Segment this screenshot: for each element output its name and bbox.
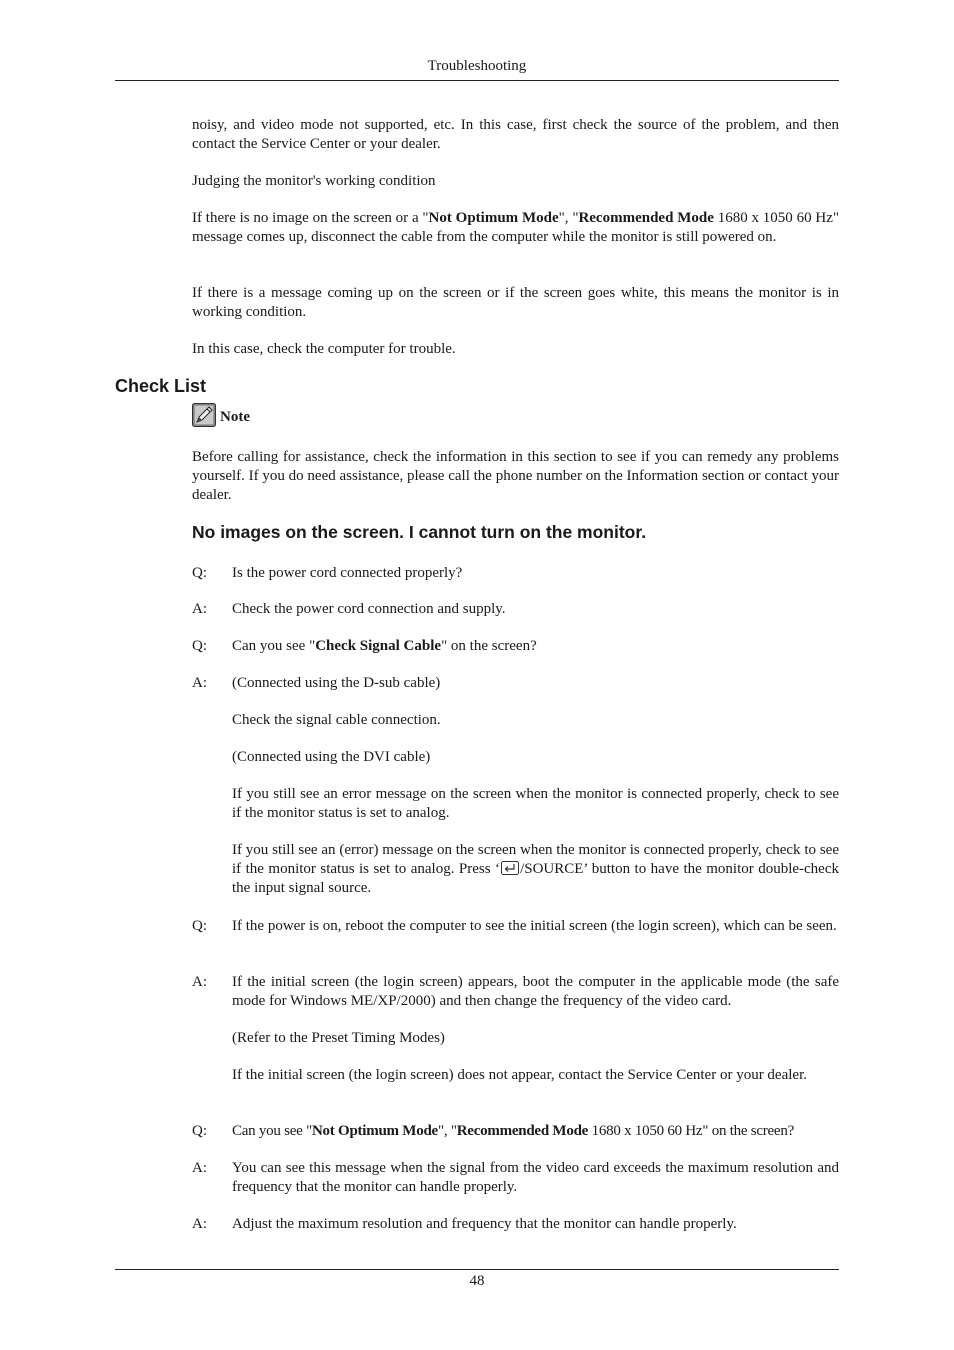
answer-2-check-cable: Check the signal cable connection. (232, 712, 441, 728)
note-callout (192, 401, 250, 427)
answer-4: You can see this message when the signal from the video card exceeds the maximum resolution and frequency that the monitor can handle properly. (232, 1160, 839, 1195)
question-1: Is the power cord connected properly? (232, 565, 463, 581)
enter-button-icon (501, 861, 519, 875)
a-label: A: (192, 601, 207, 617)
answer-3-refer: (Refer to the Preset Timing Modes) (232, 1030, 445, 1046)
answer-3-safe-mode: If the initial screen (the login screen) appears, boot the computer in the applicable mode (the safe mode for Windows ME/XP/2000) and then change the frequency of the video card. (232, 974, 839, 1009)
answer-2-source: If you still see an (error) message on the screen when the monitor is connected properly, check to see if the monitor status is set to analog. Press ‘ /SOURCE’ button to have the monitor double-check the input signal source. (232, 842, 840, 896)
answer-2-dvi: (Connected using the DVI cable) (232, 749, 431, 765)
answer-5: Adjust the maximum resolution and frequency that the monitor can handle properly. (232, 1216, 737, 1232)
q-label: Q: (192, 1123, 207, 1139)
header-rule (115, 80, 839, 81)
note-pencil-icon (192, 403, 216, 427)
answer-3-contact: If the initial screen (the login screen) does not appear, contact the Service Center or your dealer. (232, 1067, 807, 1083)
intro-paragraph-1: noisy, and video mode not supported, etc. In this case, first check the source of the problem, and then contact the Service Center or your dealer. (192, 117, 839, 152)
intro-paragraph-3: If there is no image on the screen or a "Not Optimum Mode", "Recommended Mode 1680 x 1050 60 Hz" message comes up, disconnect the cable from the computer while the monitor is still powered on. (192, 210, 840, 245)
a-label: A: (192, 1160, 207, 1176)
question-2: Can you see "Check Signal Cable" on the screen? (232, 638, 537, 654)
a-label: A: (192, 974, 207, 990)
note-text: Before calling for assistance, check the information in this section to see if you can remedy any problems yourself. If you do need assistance, please call the phone number on the Information section or contact your dealer. (192, 449, 839, 503)
a-label: A: (192, 1216, 207, 1232)
page-number: 48 (469, 1273, 485, 1289)
q-label: Q: (192, 565, 207, 581)
intro-paragraph-4: If there is a message coming up on the screen or if the screen goes white, this means the monitor is in working condition. (192, 285, 839, 320)
section-heading: Check List (115, 376, 207, 396)
question-3: If the power is on, reboot the computer to see the initial screen (the login screen), which can be seen. (232, 918, 837, 934)
intro-paragraph-2: Judging the monitor's working condition (192, 173, 436, 189)
answer-1: Check the power cord connection and supply. (232, 601, 506, 617)
q-label: Q: (192, 638, 207, 654)
running-header: Troubleshooting (427, 58, 527, 74)
intro-paragraph-5: In this case, check the computer for trouble. (192, 341, 456, 357)
q-label: Q: (192, 918, 207, 934)
answer-2-dsub: (Connected using the D-sub cable) (232, 675, 441, 691)
question-4: Can you see "Not Optimum Mode", "Recommended Mode 1680 x 1050 60 Hz" on the screen? (232, 1123, 794, 1139)
footer-rule (115, 1269, 839, 1270)
answer-2-analog: If you still see an error message on the screen when the monitor is connected properly, check to see if the monitor status is set to analog. (232, 786, 839, 821)
note-label: Note (220, 409, 250, 425)
subsection-heading: No images on the screen. I cannot turn on the monitor. (192, 522, 647, 542)
a-label: A: (192, 675, 207, 691)
